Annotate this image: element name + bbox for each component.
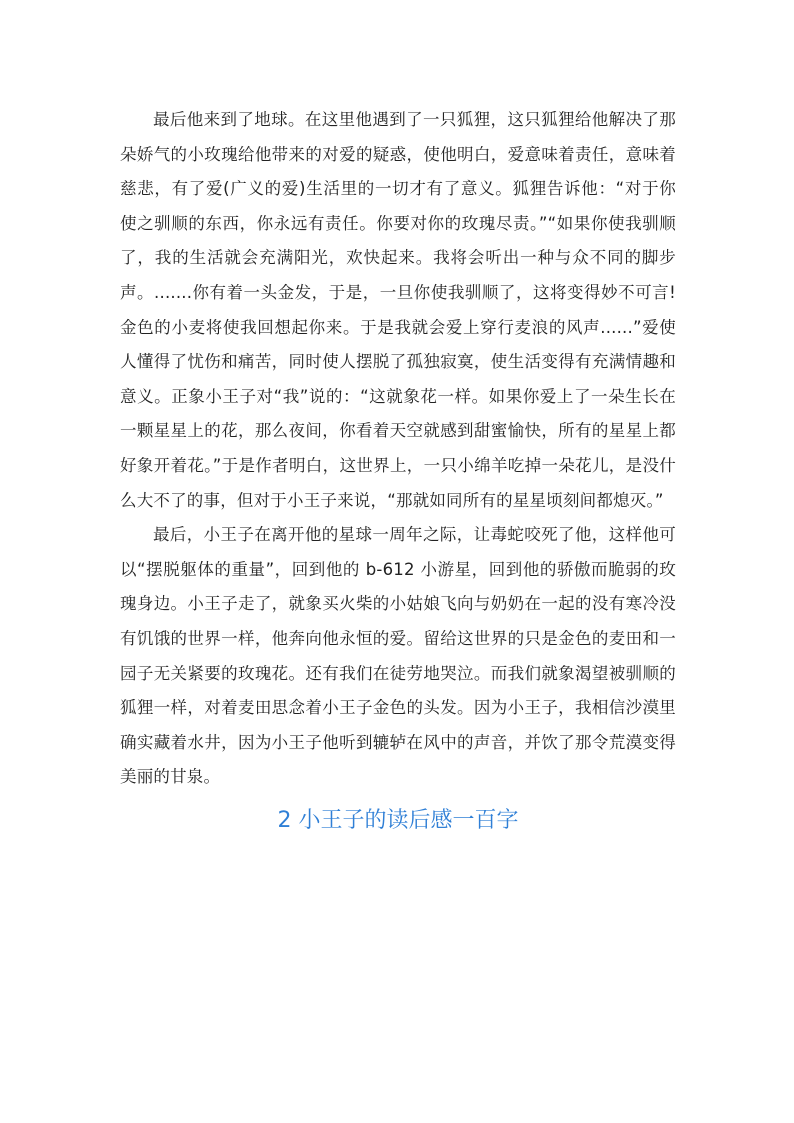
section-heading: 2 小王子的读后感一百字 [277, 807, 519, 833]
paragraph-fox: 最后他来到了地球。在这里他遇到了一只狐狸，这只狐狸给他解决了那朵娇气的小玫瑰给他带来的对爱的疑惑，使他明白，爱意味着责任，意味着慈悲，有了爱(广义的爱)生活里的一切才有了意义。狐狸告诉他：“对于你使之驯顺的东西，你永远有责任。你要对你的玫瑰尽责。”“如果你使我驯顺了，我的生活就会充满阳光，欢快起来。我将会听出一种与众不同的脚步声。.......你有着一头金发，于是，一旦你使我驯顺了，这将变得妙不可言!金色的小麦将使我回想起你来。于是我就会爱上穿行麦浪的风声......”爱使人懂得了忧伤和痛苦，同时使人摆脱了孤独寂寞，使生活变得有充满情趣和意义。正象小王子对“我”说的：“这就象花一样。如果你爱上了一朵生长在一颗星星上的花，那么夜间，你看着天空就感到甜蜜愉快，所有的星星上都好象开着花。”于是作者明白，这世界上，一只小绵羊吃掉一朵花儿，是没什么大不了的事，但对于小王子来说，“那就如同所有的星星顷刻间都熄灭。” [120, 110, 676, 510]
document-body [120, 103, 676, 837]
paragraph-ending: 最后，小王子在离开他的星球一周年之际，让毒蛇咬死了他，这样他可以“摆脱躯体的重量”，回到他的 b-612 小游星，回到他的骄傲而脆弱的玫瑰身边。小王子走了，就象买火柴的小姑娘飞向与奶奶在一起的没有寒冷没有饥饿的世界一样，他奔向他永恒的爱。留给这世界的只是金色的麦田和一园子无关紧要的玫瑰花。还有我们在徒劳地哭泣。而我们就象渴望被驯顺的狐狸一样，对着麦田思念着小王子金色的头发。因为小王子，我相信沙漠里确实藏着水井，因为小王子他听到辘轳在风中的声音，并饮了那令荒漠变得美丽的甘泉。 [120, 525, 676, 787]
